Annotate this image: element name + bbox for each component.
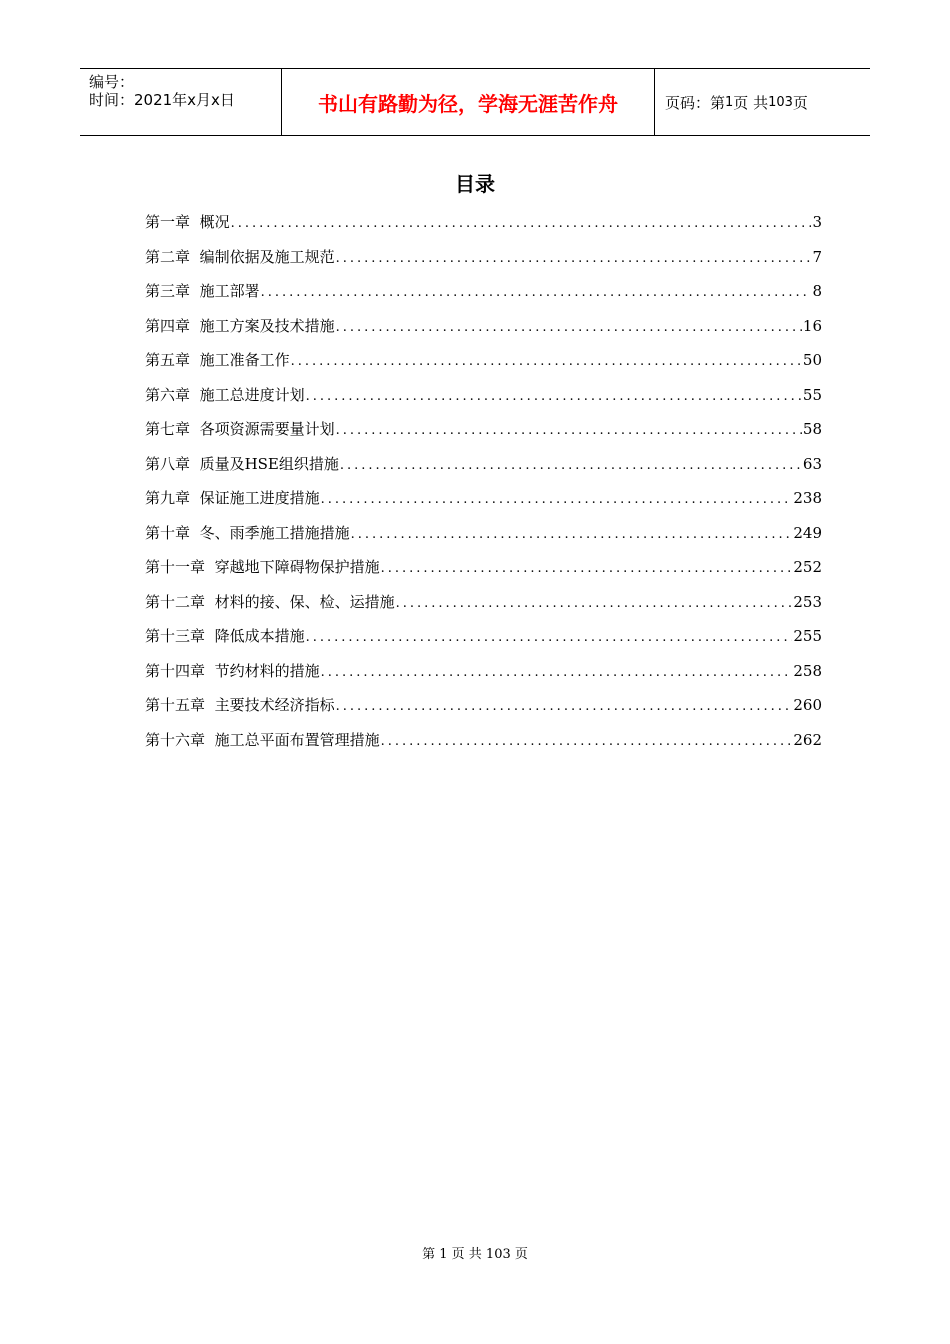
toc-dot-leader [351,521,793,549]
toc-entry-title: 质量及HSE组织措施 [199,454,339,473]
toc-entry-title: 降低成本措施 [214,627,305,645]
toc-entry-title: 保证施工进度措施 [199,489,320,507]
toc-entry-label [145,588,395,616]
toc-entry-chapter: 第十章 [145,523,191,542]
toc-dot-leader [396,590,793,618]
toc-entry-chapter: 第一章 [145,213,191,231]
toc-entry-label [145,381,305,409]
document-date: 时间：2021年x月x日 [89,91,235,109]
toc-entry-title: 节约材料的措施 [214,661,320,680]
toc-title: 目录 [455,172,495,196]
toc-entry-chapter: 第九章 [145,489,191,507]
toc-entry[interactable] [145,346,822,381]
toc-entry-chapter: 第六章 [145,385,191,404]
toc-entry-page: 258 [793,661,822,680]
toc-entry-page: 58 [802,420,822,438]
toc-dot-leader [321,659,793,687]
toc-entry-title: 主要技术经济指标 [214,696,335,714]
toc-entry-page: 16 [802,316,822,335]
toc-entry-label [145,519,350,547]
toc-entry-title: 施工准备工作 [199,351,290,369]
toc-entry-label [145,553,380,581]
toc-entry[interactable] [145,243,822,278]
toc-entry-title: 各项资源需要量计划 [199,420,335,438]
toc-entry[interactable] [145,312,822,347]
toc-entry-chapter: 第十三章 [145,627,206,645]
toc-entry-chapter: 第十五章 [145,696,206,714]
toc-entry-chapter: 第十四章 [145,661,206,680]
toc-entry[interactable] [145,691,822,726]
toc-entry-page: 253 [793,592,822,611]
toc-entry-label [145,312,335,340]
toc-entry-chapter: 第十二章 [145,592,206,611]
toc-entry-chapter: 第四章 [145,316,191,335]
toc-dot-leader [381,555,793,583]
toc-entry-chapter: 第五章 [145,351,191,369]
toc-entry[interactable] [145,277,822,312]
toc-entry[interactable] [145,415,822,450]
toc-entry[interactable] [145,450,822,485]
toc-entry-page: 255 [793,627,822,645]
toc-entry-title: 冬、雨季施工措施措施 [199,523,350,542]
page-info-prefix: 页码：第 [665,93,726,112]
toc-entry-title: 编制依据及施工规范 [199,247,335,266]
toc-entry[interactable] [145,622,822,657]
toc-dot-leader [306,624,793,652]
toc-entry-page: 50 [802,351,822,369]
toc-entry-label [145,484,320,512]
toc-entry-page: 238 [793,489,822,507]
toc-dot-leader [340,452,802,480]
toc-entry[interactable] [145,208,822,243]
toc-dot-leader [381,728,793,756]
toc-entry-chapter: 第三章 [145,282,191,300]
toc-entry[interactable] [145,657,822,692]
toc-entry-label [145,415,335,443]
toc-entry-title: 概况 [199,213,230,231]
toc-entry[interactable] [145,484,822,519]
toc-entry-chapter: 第十六章 [145,730,206,749]
toc-dot-leader [336,314,802,342]
toc-entry[interactable] [145,519,822,554]
toc-entry-title: 材料的接、保、检、运措施 [214,592,395,611]
header-motto: 书山有路勤为径，学海无涯苦作舟 [318,91,618,116]
toc-entry-chapter: 第十一章 [145,558,206,576]
toc-entry-title: 施工部署 [199,282,260,300]
toc-entry-page: 249 [793,523,822,542]
toc-entry-page: 63 [802,454,822,473]
toc-dot-leader [231,210,812,238]
toc-entry-label [145,277,260,305]
toc-entry-page: 7 [812,247,822,266]
toc-entry[interactable] [145,588,822,623]
toc-entry-title: 施工总进度计划 [199,385,305,404]
toc-entry-chapter: 第二章 [145,247,191,266]
toc-entry-title: 穿越地下障碍物保护措施 [214,558,380,576]
page-info-mid: 页 共 [733,93,769,112]
toc-entry-chapter: 第七章 [145,420,191,438]
document-number-label: 编号： [89,73,135,91]
toc-dot-leader [336,417,802,445]
toc-dot-leader [306,383,802,411]
toc-entry-label [145,691,335,719]
toc-entry-label [145,657,320,685]
toc-dot-leader [336,693,793,721]
toc-entry[interactable] [145,553,822,588]
page-footer [0,1246,950,1264]
header-meta [80,69,282,135]
toc-entry-label [145,726,380,754]
header-page-info [655,69,870,135]
toc-entry-page: 3 [812,213,822,231]
toc-dot-leader [336,245,812,273]
toc-entry-title: 施工总平面布置管理措施 [214,730,380,749]
toc-entry-page: 260 [793,696,822,714]
footer-page-number: 第 1 页 共 103 页 [422,1247,528,1262]
page-info-suffix: 页 [792,93,808,112]
header-motto-cell [282,69,655,135]
toc-entry[interactable] [145,381,822,416]
toc-dot-leader [321,486,793,514]
toc-entry-label [145,346,290,374]
page-info-current: 1 [725,94,734,110]
toc-dot-leader [261,279,812,307]
toc-entry[interactable] [145,726,822,761]
toc-entry-page: 262 [793,730,822,749]
page-header [80,68,870,136]
toc-entry-title: 施工方案及技术措施 [199,316,335,335]
toc-entry-label [145,450,339,478]
toc-entry-label [145,243,335,271]
toc-entry-page: 55 [802,385,822,404]
toc-dot-leader [291,348,802,376]
page-info-total: 103 [768,94,793,110]
toc-entry-chapter: 第八章 [145,454,191,473]
toc-entry-label [145,622,305,650]
toc-entry-label [145,208,230,236]
toc-entry-page: 8 [812,282,822,300]
table-of-contents [145,208,822,760]
toc-entry-page: 252 [793,558,822,576]
